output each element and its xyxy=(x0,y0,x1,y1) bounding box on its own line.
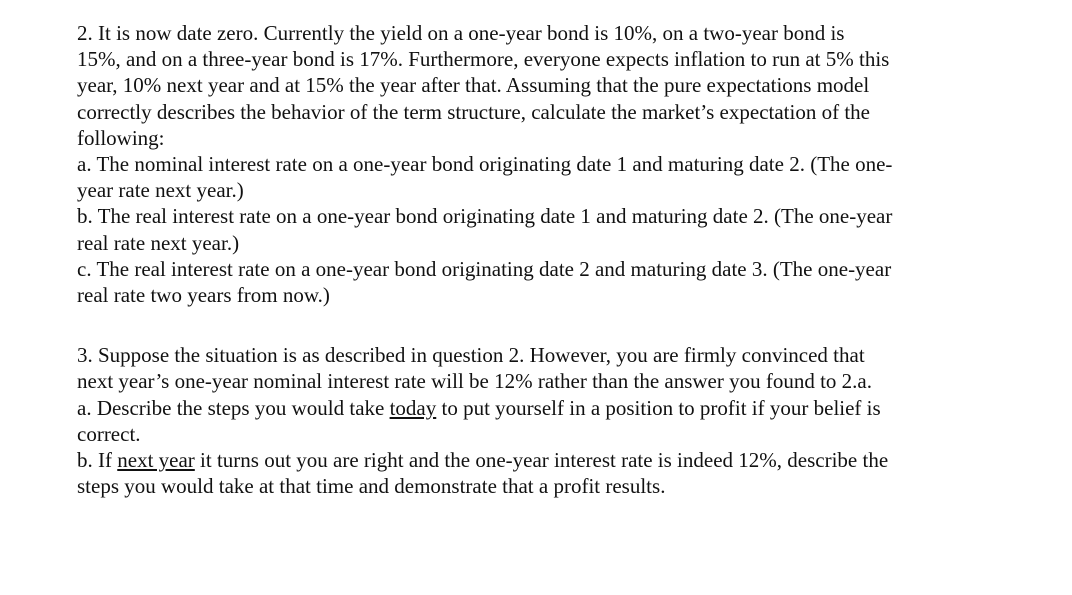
question-3b-line: steps you would take at that time and demonstrate that a profit results. xyxy=(77,474,666,499)
question-3 xyxy=(77,342,1037,499)
question-3a-line: correct. xyxy=(77,421,141,446)
question-3-line: next year’s one-year nominal interest rate will be 12% rather than the answer you found to 2.a. xyxy=(77,369,873,394)
question-2c-line: c. The real interest rate on a one-year bond originating date 2 and maturing date 3. (The one-year xyxy=(77,256,892,281)
question-2-line: following: xyxy=(77,125,165,150)
question-2-line: correctly describes the behavior of the term structure, calculate the market’s expectation of the xyxy=(77,99,870,124)
question-3b-text: b. If xyxy=(77,448,118,473)
question-2 xyxy=(77,20,1037,308)
paragraph-gap xyxy=(77,308,1037,342)
underlined-word-today: today xyxy=(389,395,437,420)
underlined-word-next-year: next year xyxy=(117,448,195,473)
question-3b-text: it turns out you are right and the one-year interest rate is indeed 12%, describe the xyxy=(194,448,889,473)
question-2-line: 2. It is now date zero. Currently the yield on a one-year bond is 10%, on a two-year bond is xyxy=(77,21,845,45)
question-3-line: 3. Suppose the situation is as described in question 2. However, you are firmly convinced that xyxy=(77,343,865,368)
question-2-line: 15%, and on a three-year bond is 17%. Furthermore, everyone expects inflation to run at 5% this xyxy=(77,47,890,72)
question-2a-line: a. The nominal interest rate on a one-year bond originating date 1 and maturing date 2. (The one- xyxy=(77,152,893,177)
question-3b-line xyxy=(77,447,1037,473)
question-2c-line: real rate two years from now.) xyxy=(77,283,330,308)
question-2b-line: b. The real interest rate on a one-year bond originating date 1 and maturing date 2. (The one-year xyxy=(77,204,893,229)
document-page xyxy=(77,20,1037,499)
question-3a-text: a. Describe the steps you would take xyxy=(77,395,390,420)
question-2b-line: real rate next year.) xyxy=(77,230,240,255)
question-2a-line: year rate next year.) xyxy=(77,178,244,203)
question-2-line: year, 10% next year and at 15% the year after that. Assuming that the pure expectations model xyxy=(77,73,870,98)
question-3a-text: to put yourself in a position to profit if your belief is xyxy=(436,395,881,420)
question-3a-line xyxy=(77,395,1037,421)
